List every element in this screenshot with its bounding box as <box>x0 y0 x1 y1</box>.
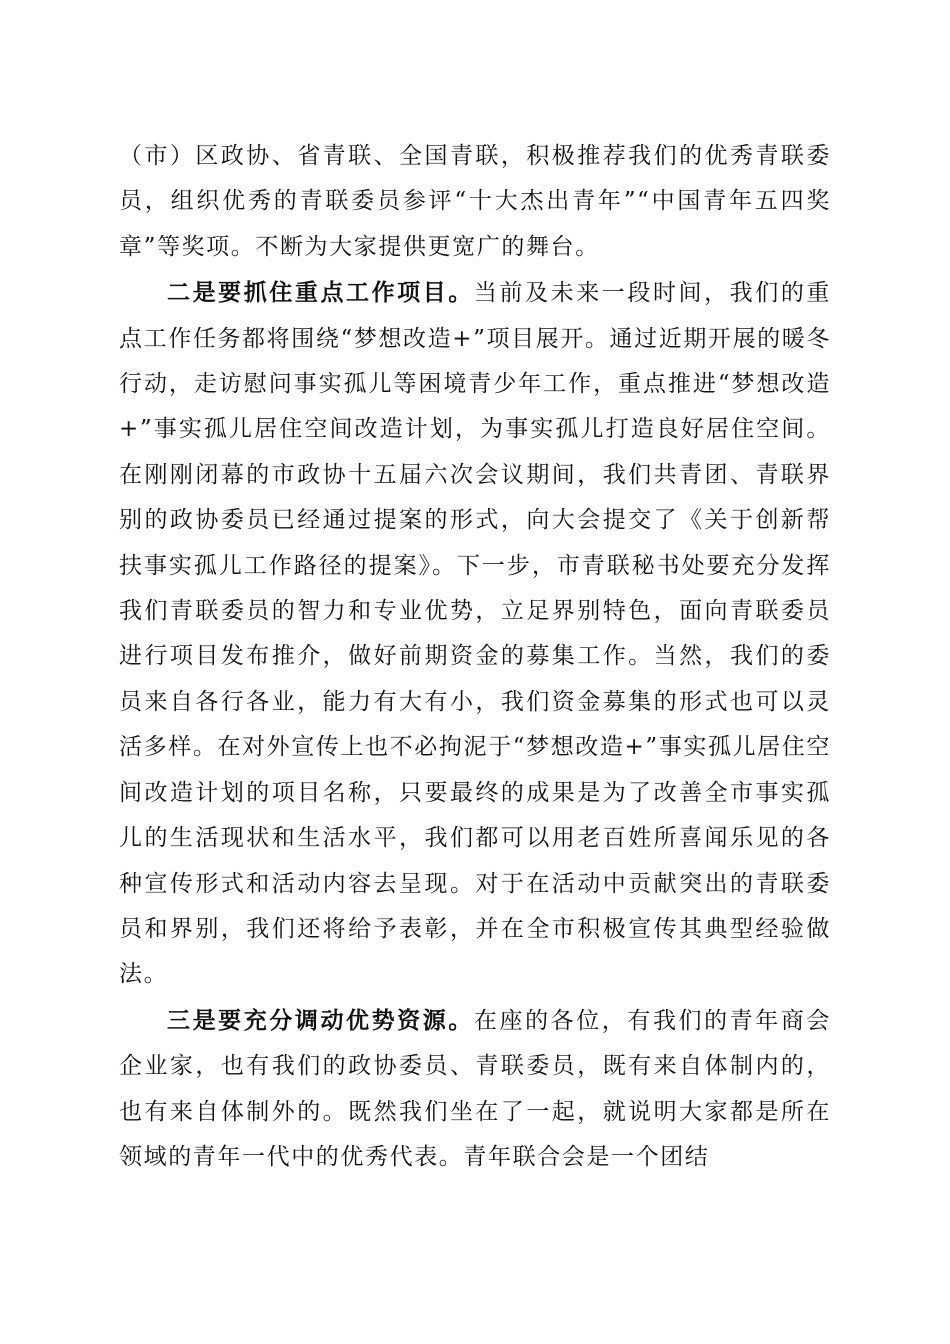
paragraph-1-text: （市）区政协、省青联、全国青联，积极推荐我们的优秀青联委员，组织优秀的青联委员参评“十大杰出青年”“中国青年五四奖章”等奖项。不断为大家提供更宽广的舞台。 <box>119 143 831 260</box>
document-body <box>119 134 831 1180</box>
paragraph-1 <box>119 134 831 270</box>
paragraph-2-lead: 二是要抓住重点工作项目。 <box>167 279 474 307</box>
paragraph-3-text: 在座的各位，有我们的青年商会企业家，也有我们的政协委员、青联委员，既有来自体制内的，也有来自体制外的。既然我们坐在了一起，就说明大家都是所在领域的青年一代中的优秀代表。青年联合会是一个团结 <box>119 1007 832 1170</box>
paragraph-3 <box>119 998 831 1181</box>
paragraph-2-text: 当前及未来一段时间，我们的重点工作任务都将围绕“梦想改造+”项目展开。通过近期开展的暖冬行动，走访慰问事实孤儿等困境青少年工作，重点推进“梦想改造+”事实孤儿居住空间改造计划，为事实孤儿打造良好居住空间。在刚刚闭幕的市政协十五届六次会议期间，我们共青团、青联界别的政协委员已经通过提案的形式，向大会提交了《关于创新帮扶事实孤儿工作路径的提案》。下一步，市青联秘书处要充分发挥我们青联委员的智力和专业优势，立足界别特色，面向青联委员进行项目发布推介，做好前期资金的募集工作。当然，我们的委员来自各行各业，能力有大有小，我们资金募集的形式也可以灵活多样。在对外宣传上也不必拘泥于“梦想改造+”事实孤儿居住空间改造计划的项目名称，只要最终的成果是为了改善全市事实孤儿的生活现状和生活水平，我们都可以用老百姓所喜闻乐见的各种宣传形式和活动内容去呈现。对于在活动中贡献突出的青联委员和界别，我们还将给予表彰，并在全市积极宣传其典型经验做法。 <box>119 280 832 988</box>
paragraph-3-lead: 三是要充分调动优势资源。 <box>167 1006 474 1034</box>
paragraph-2 <box>119 270 831 998</box>
